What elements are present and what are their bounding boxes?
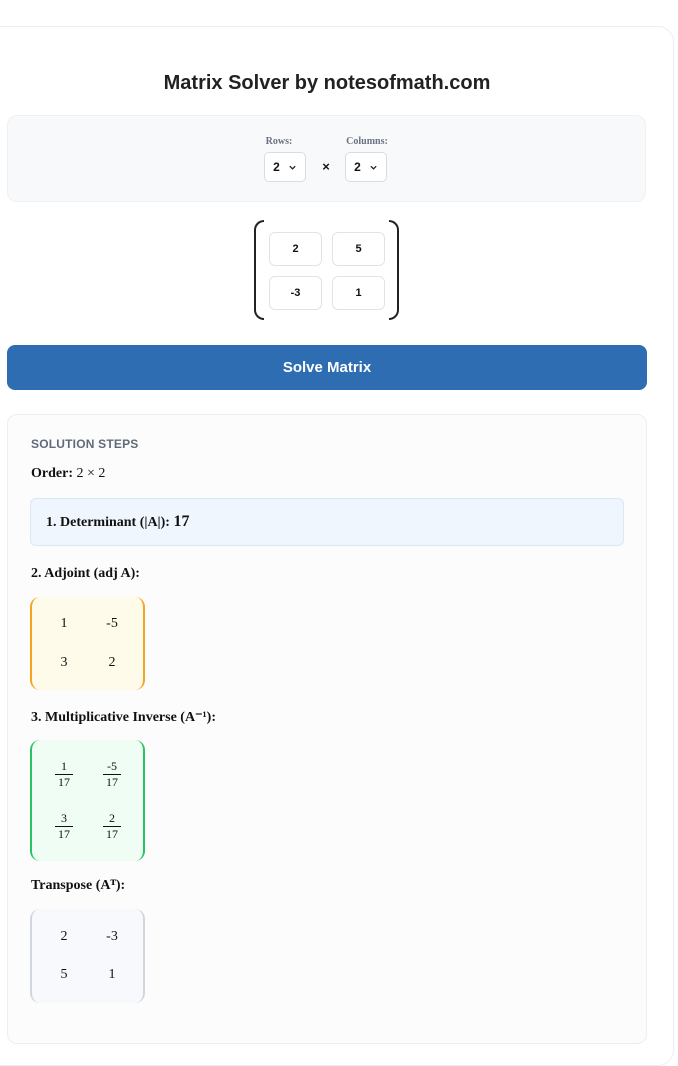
- transpose-cell-2-1: 5: [60, 967, 68, 982]
- adjoint-cell-1-2: -5: [106, 616, 118, 631]
- matrix-input-cell-2-2[interactable]: 1: [332, 276, 385, 310]
- matrix-left-bracket: [254, 220, 264, 320]
- columns-select-value: 2: [354, 160, 361, 174]
- matrix-input-cell-1-2[interactable]: 5: [332, 232, 385, 266]
- inverse-cell-1-1: 1 17: [44, 760, 84, 789]
- inverse-cell-2-1: 3 17: [44, 812, 84, 841]
- determinant-value: 17: [173, 513, 190, 530]
- adjoint-cell-2-1: 3: [60, 655, 68, 670]
- inverse-heading: 3. Multiplicative Inverse (A⁻¹):: [31, 710, 216, 725]
- page-title: Matrix Solver by notesofmath.com: [163, 72, 491, 94]
- transpose-cell-2-2: 1: [108, 967, 116, 982]
- inverse-cell-2-2: 2 17: [92, 812, 132, 841]
- solution-heading: SOLUTION STEPS: [31, 437, 139, 451]
- adjoint-heading: 2. Adjoint (adj A):: [31, 566, 140, 581]
- rows-select-value: 2: [273, 160, 280, 174]
- matrix-input-cell-1-1[interactable]: 2: [269, 232, 322, 266]
- adjoint-cell-1-1: 1: [60, 616, 68, 631]
- transpose-matrix: [30, 909, 145, 1003]
- inverse-matrix: [30, 740, 145, 861]
- order-line: [31, 466, 105, 482]
- chevron-down-icon: [369, 163, 378, 172]
- matrix-input-cell-2-1[interactable]: -3: [269, 276, 322, 310]
- order-label: Order:: [31, 466, 73, 481]
- adjoint-cell-2-2: 2: [108, 655, 116, 670]
- transpose-heading: Transpose (Aᵀ):: [31, 878, 126, 893]
- determinant-line: [46, 513, 189, 531]
- solve-matrix-button[interactable]: Solve Matrix: [7, 345, 647, 390]
- rows-select[interactable]: [264, 152, 306, 182]
- order-value: 2 × 2: [76, 466, 106, 481]
- chevron-down-icon: [288, 163, 297, 172]
- inverse-cell-1-2: -5 17: [92, 760, 132, 789]
- times-symbol: ×: [322, 159, 330, 174]
- rows-label: Rows:: [265, 136, 293, 147]
- matrix-right-bracket: [389, 220, 399, 320]
- transpose-cell-1-1: 2: [60, 929, 68, 944]
- transpose-cell-1-2: -3: [106, 929, 118, 944]
- columns-label: Columns:: [346, 136, 388, 147]
- determinant-label: 1. Determinant (|A|):: [46, 515, 170, 530]
- adjoint-matrix: [30, 597, 145, 690]
- columns-select[interactable]: [345, 152, 387, 182]
